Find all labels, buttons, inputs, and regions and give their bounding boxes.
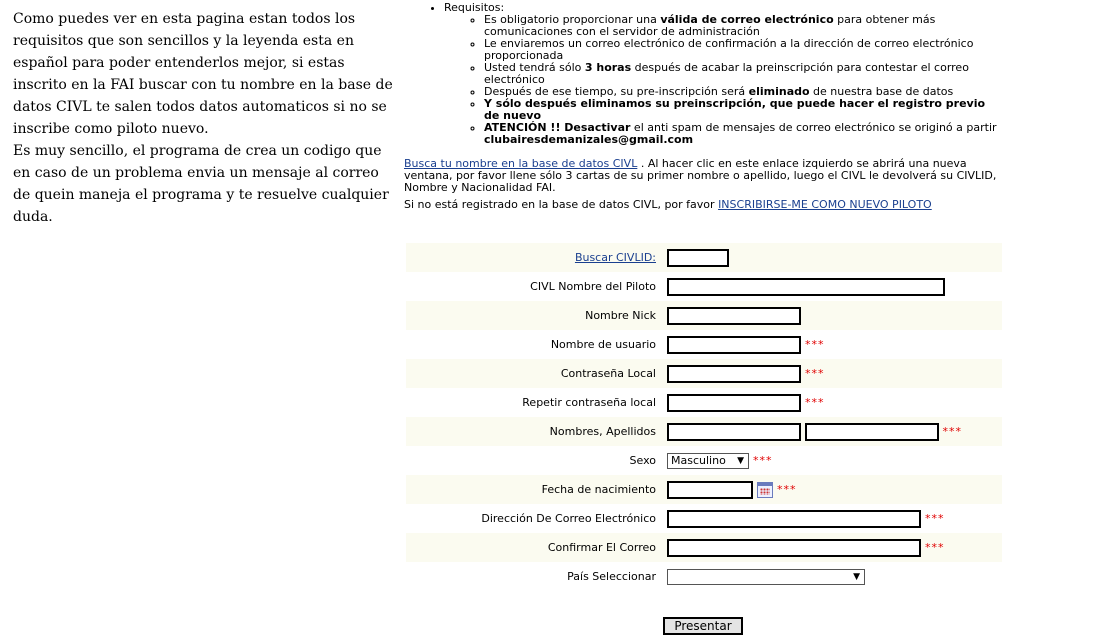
required-mark: *** bbox=[805, 367, 825, 380]
requirement-item: ◦ Usted tendrá sólo 3 horas después de acabar la preinscripción para contestar el correo electrónico bbox=[484, 62, 1004, 86]
requirements-section bbox=[404, 0, 1004, 211]
sex-select[interactable]: Masculino ▼ bbox=[667, 453, 749, 469]
civl-search-info: Busca tu nombre en la base de datos CIVL . Al hacer clic en este enlace izquierdo se abrirá una nueva ventana, por favor llene sólo 3 cartas de su primer nombre o apellido, luego el CIVL le devolverá su CIVLID, Nombre y Nacionalidad FAI. bbox=[404, 157, 997, 194]
form-row-username bbox=[406, 330, 1002, 359]
form-row-country bbox=[406, 562, 1002, 591]
password-label: Contraseña Local bbox=[406, 359, 667, 388]
register-new-pilot-link[interactable]: INSCRIBIRSE-ME COMO NUEVO PILOTO bbox=[718, 198, 932, 211]
country-label: País Seleccionar bbox=[567, 570, 656, 583]
required-mark: *** bbox=[805, 338, 825, 351]
full-name-label: Nombres, Apellidos bbox=[406, 417, 667, 446]
username-label: Nombre de usuario bbox=[550, 338, 656, 351]
first-name-input[interactable] bbox=[667, 423, 801, 441]
password-repeat-label: Repetir contraseña local bbox=[522, 396, 656, 409]
form-row-sex bbox=[406, 446, 1002, 475]
form-row-email bbox=[406, 504, 1002, 533]
username-input[interactable] bbox=[667, 336, 801, 354]
last-name-input[interactable] bbox=[805, 423, 939, 441]
birthdate-label: Fecha de nacimiento bbox=[406, 475, 667, 504]
birthdate-input[interactable] bbox=[667, 481, 753, 499]
form-row-nick bbox=[406, 301, 1002, 330]
country-select[interactable] bbox=[667, 569, 865, 585]
requirements-sublist bbox=[444, 14, 1004, 146]
civl-search-link[interactable]: Busca tu nombre en la base de datos CIVL bbox=[404, 157, 638, 170]
required-mark: *** bbox=[753, 454, 773, 467]
nick-input[interactable] bbox=[667, 307, 801, 325]
sex-label: Sexo bbox=[629, 454, 656, 467]
required-mark: *** bbox=[777, 483, 797, 496]
civl-name-input[interactable] bbox=[667, 278, 945, 296]
required-mark: *** bbox=[925, 541, 945, 554]
nick-label: Nombre Nick bbox=[406, 301, 667, 330]
submit-button[interactable]: Presentar bbox=[663, 617, 743, 635]
registration-form bbox=[406, 243, 1002, 591]
calendar-icon[interactable] bbox=[757, 482, 773, 498]
password-repeat-input[interactable] bbox=[667, 394, 801, 412]
requirements-heading: • Requisitos: ◦ Es obligatorio proporcionar una válida de correo electrónico para obtener más comunicaciones con el servidor de administración ◦ Le enviaremos un correo electrónico de confirmación a la dirección de correo electrónico proporcionada ◦ Usted tendrá sólo 3 horas después de acabar la preinscripción para contestar el correo electrónico ◦ Después de ese tiempo, su pre-inscripción será eliminado de nuestra base de datos ◦ Y sólo después eliminamos su preinscripción, que puede hacer el registro previo de nuevo ◦ ATENCIÓN !! Desactivar el anti spam de mensajes de correo electrónico se originó a partir clubairesdemanizales@gmail.com bbox=[444, 2, 1004, 146]
form-row-civlid bbox=[406, 243, 1002, 272]
email-confirm-input[interactable] bbox=[667, 539, 921, 557]
requirement-item: ◦ Le enviaremos un correo electrónico de confirmación a la dirección de correo electrónico proporcionada bbox=[484, 38, 1004, 62]
form-row-full-name bbox=[406, 417, 1002, 446]
required-mark: *** bbox=[805, 396, 825, 409]
required-mark: *** bbox=[942, 425, 962, 438]
intro-text bbox=[13, 8, 398, 228]
form-row-birthdate bbox=[406, 475, 1002, 504]
form-row-civl-name bbox=[406, 272, 1002, 301]
civlid-input[interactable] bbox=[667, 249, 729, 267]
email-label: Dirección De Correo Electrónico bbox=[481, 512, 656, 525]
required-mark: *** bbox=[925, 512, 945, 525]
requirements-list bbox=[404, 2, 1004, 146]
form-row-password bbox=[406, 359, 1002, 388]
email-confirm-label: Confirmar El Correo bbox=[406, 533, 667, 562]
chevron-down-icon: ▼ bbox=[737, 455, 744, 466]
requirement-item: ◦ Después de ese tiempo, su pre-inscripción será eliminado de nuestra base de datos bbox=[484, 86, 1004, 98]
requirement-item: ◦ Y sólo después eliminamos su preinscripción, que puede hacer el registro previo de nuevo bbox=[484, 98, 1004, 122]
register-info: Si no está registrado en la base de datos CIVL, por favor INSCRIBIRSE-ME COMO NUEVO PILOTO bbox=[404, 198, 932, 211]
intro-paragraph-1: Como puedes ver en esta pagina estan todos los requisitos que son sencillos y la leyenda esta en español para poder entenderlos mejor, si estas inscrito en la FAI buscar con tu nombre en la base de datos CIVL te salen todos datos automaticos si no se inscribe como piloto nuevo. bbox=[13, 11, 393, 137]
form-row-password-repeat bbox=[406, 388, 1002, 417]
password-input[interactable] bbox=[667, 365, 801, 383]
requirement-item: ◦ Es obligatorio proporcionar una válida de correo electrónico para obtener más comunicaciones con el servidor de administración bbox=[484, 14, 1004, 38]
email-input[interactable] bbox=[667, 510, 921, 528]
requirement-item: ◦ ATENCIÓN !! Desactivar el anti spam de mensajes de correo electrónico se originó a partir clubairesdemanizales@gmail.com bbox=[484, 122, 1004, 146]
civl-name-label: CIVL Nombre del Piloto bbox=[530, 280, 656, 293]
chevron-down-icon: ▼ bbox=[853, 571, 860, 582]
search-civlid-link[interactable]: Buscar CIVLID: bbox=[574, 251, 656, 264]
form-row-email-confirm bbox=[406, 533, 1002, 562]
intro-paragraph-2: Es muy sencillo, el programa de crea un codigo que en caso de un problema envia un mensaje al correo de quein maneja el programa y te resuelve cualquier duda. bbox=[13, 143, 389, 225]
